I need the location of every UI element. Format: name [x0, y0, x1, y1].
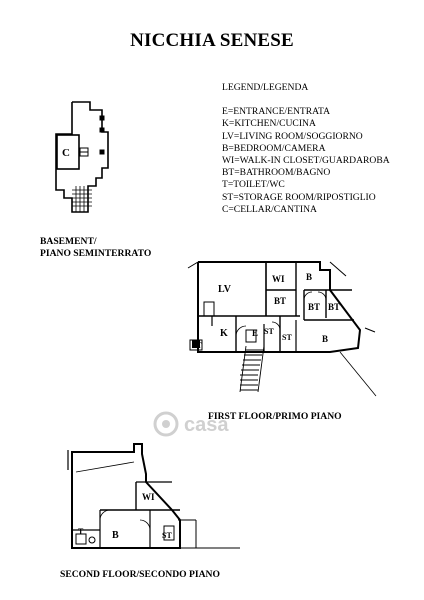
- second-floor-room-st: ST: [162, 531, 172, 540]
- second-floor-room-wi: WI: [142, 492, 155, 502]
- first-floor-room-bt3: BT: [328, 302, 341, 312]
- legend-item-toilet: T=TOILET/WC: [222, 179, 285, 191]
- basement-caption-line2: PIANO SEMINTERRATO: [40, 248, 152, 259]
- basement-room-c: C: [62, 147, 70, 159]
- first-floor-room-bt2: BT: [308, 302, 321, 312]
- second-floor-room-t: T: [78, 527, 84, 536]
- legend-item-cellar: C=CELLAR/CANTINA: [222, 203, 317, 215]
- first-floor-room-wi: WI: [272, 274, 285, 284]
- first-floor-room-st1: ST: [264, 327, 274, 336]
- first-floor-caption: FIRST FLOOR/PRIMO PIANO: [208, 411, 342, 422]
- legend-item-living-room: LV=LIVING ROOM/SOGGIORNO: [222, 130, 363, 142]
- basement-caption-line1: BASEMENT/: [40, 236, 97, 247]
- first-floor-room-k: K: [220, 328, 228, 339]
- first-floor-room-lv: LV: [218, 284, 231, 295]
- legend-heading: LEGEND/LEGENDA: [222, 82, 309, 93]
- watermark-text: casa: [184, 414, 229, 436]
- first-floor-room-st3: ST: [192, 341, 202, 350]
- second-floor-caption: SECOND FLOOR/SECONDO PIANO: [60, 569, 220, 580]
- legend-item-storage-room: ST=STORAGE ROOM/RIPOSTIGLIO: [222, 191, 376, 203]
- legend-item-kitchen: K=KITCHEN/CUCINA: [222, 118, 316, 130]
- first-floor-room-st2: ST: [282, 333, 292, 342]
- first-floor-room-e: E: [252, 328, 259, 338]
- first-floor-room-b2: B: [322, 334, 329, 344]
- document-title: NICCHIA SENESE: [130, 30, 294, 51]
- legend-item-entrance: E=ENTRANCE/ENTRATA: [222, 106, 331, 118]
- legend-item-bedroom: B=BEDROOM/CAMERA: [222, 142, 326, 154]
- first-floor-room-b1: B: [306, 272, 313, 282]
- second-floor-room-b: B: [112, 530, 119, 541]
- legend-item-bathroom: BT=BATHROOM/BAGNO: [222, 167, 331, 179]
- first-floor-room-bt1: BT: [274, 296, 287, 306]
- legend-item-walk-in-closet: WI=WALK-IN CLOSET/GUARDAROBA: [222, 155, 390, 167]
